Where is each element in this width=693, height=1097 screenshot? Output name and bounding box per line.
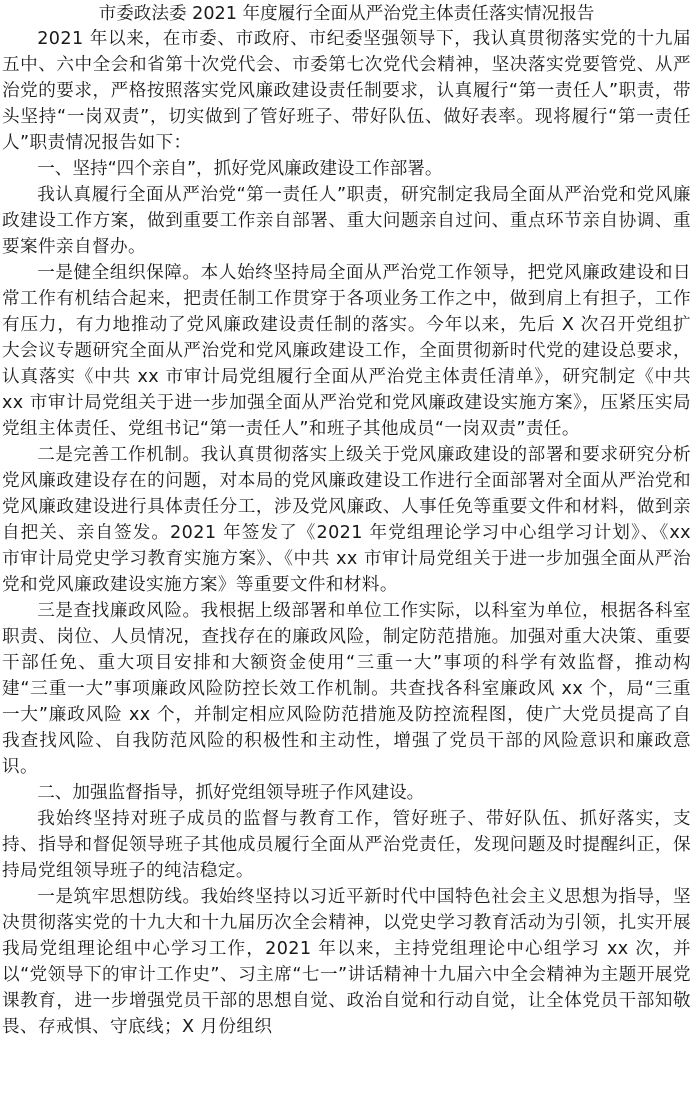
section-heading-2: 二、加强监督指导，抓好党组领导班子作风建设。	[37, 783, 425, 803]
section-1-point-3: 三是查找廉政风险。我根据上级部署和单位工作实际，以科室为单位，根据各科室职责、岗位、人员情况，查找存在的廉政风险，制定防范措施。加强对重大决策、重要干部任免、重大项目安排和大额资金使用“三重一大”事项的科学有效监督，推动构建“三重一大”事项廉政风险防控长效工作机制。共查找各科室廉政风 xx 个，局“三重一大”廉政风险 xx 个，并制定相应风险防范措施及防控流程图，使广大党员提高了自我查找风险、自我防范风险的积极性和主动性，增强了党员干部的风险意识和廉政意识。	[2, 601, 691, 777]
section-heading-1: 一、坚持“四个亲自”，抓好党风廉政建设工作部署。	[37, 159, 443, 179]
section-2-summary: 我始终坚持对班子成员的监督与教育工作，管好班子、带好队伍、抓好落实，支持、指导和督促领导班子其他成员履行全面从严治党责任，发现问题及时提醒纠正，保持局党组领导班子的纯洁稳定。	[2, 809, 691, 881]
report-title: 市委政法委 2021 年度履行全面从严治党主体责任落实情况报告	[98, 4, 595, 24]
section-1-summary: 我认真履行全面从严治党“第一责任人”职责，研究制定我局全面从严治党和党风廉政建设工作方案，做到重要工作亲自部署、重大问题亲自过问、重点环节亲自协调、重要案件亲自督办。	[2, 185, 691, 257]
section-2-point-1: 一是筑牢思想防线。我始终坚持以习近平新时代中国特色社会主义思想为指导，坚决贯彻落实党的十九大和十九届历次全会精神，以党史学习教育活动为引领，扎实开展我局党组理论组中心学习工作，2021 年以来，主持党组理论中心组学习 xx 次，并以“党领导下的审计工作史”、习主席“七一”讲话精神十九届六中全会精神为主题开展党课教育，进一步增强党员干部的思想自觉、政治自觉和行动自觉，让全体党员干部知敬畏、存戒惧、守底线；X 月份组织	[2, 887, 691, 1037]
intro-paragraph: 2021 年以来，在市委、市政府、市纪委坚强领导下，我认真贯彻落实党的十九届五中、六中全会和省第十次党代会、市委第七次党代会精神，坚决落实党要管党、从严治党的要求，严格按照落实党风廉政建设责任制要求，认真履行“第一责任人”职责，带头坚持“一岗双责”，切实做到了管好班子、带好队伍、做好表率。现将履行“第一责任人”职责情况报告如下：	[2, 29, 691, 153]
section-1-point-2: 二是完善工作机制。我认真贯彻落实上级关于党风廉政建设的部署和要求研究分析党风廉政建设存在的问题，对本局的党风廉政建设工作进行全面部署对全面从严治党和党风廉政建设进行具体责任分工，涉及党风廉政、人事任免等重要文件和材料，做到亲自把关、亲自签发。2021 年签发了《2021 年党组理论学习中心组学习计划》、《xx 市审计局党史学习教育实施方案》、《中共 xx 市审计局党组关于进一步加强全面从严治党和党风廉政建设实施方案》等重要文件和材料。	[2, 445, 691, 595]
section-1-point-1: 一是健全组织保障。本人始终坚持局全面从严治党工作领导，把党风廉政建设和日常工作有机结合起来，把责任制工作贯穿于各项业务工作之中，做到肩上有担子，工作有压力，有力地推动了党风廉政建设责任制的落实。今年以来，先后 X 次召开党组扩大会议专题研究全面从严治党和党风廉政建设工作，全面贯彻新时代党的建设总要求，认真落实《中共 xx 市审计局党组履行全面从严治党主体责任清单》，研究制定《中共 xx 市审计局党组关于进一步加强全面从严治党和党风廉政建设实施方案》，压紧压实局党组主体责任、党组书记“第一责任人”和班子其他成员“一岗双责”责任。	[2, 263, 691, 439]
